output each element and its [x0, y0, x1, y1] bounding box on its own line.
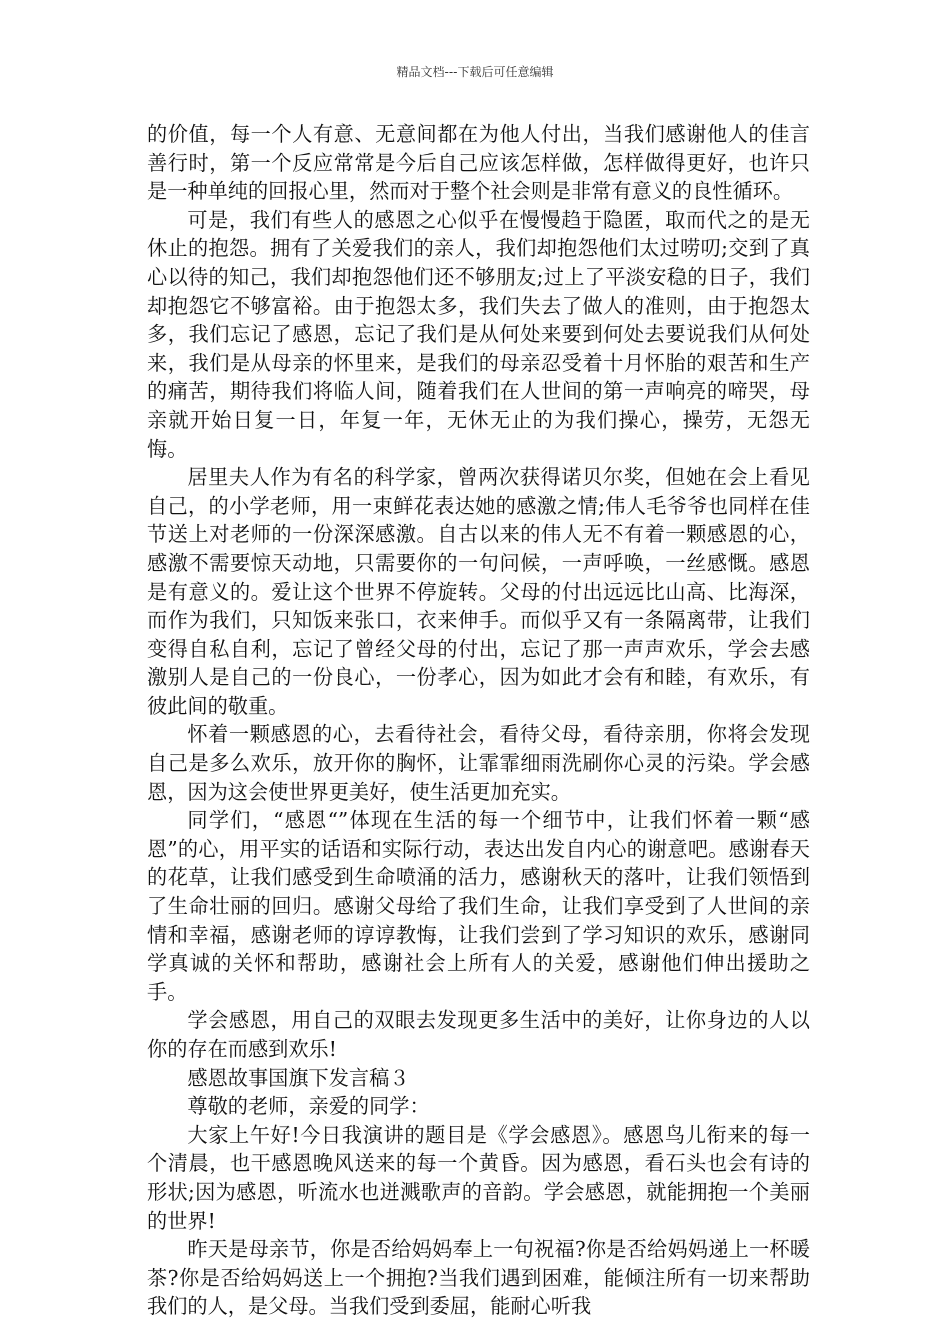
page-header: 精品文档---下载后可任意编辑	[396, 65, 554, 79]
section-title: 感恩故事国旗下发言稿３	[187, 1065, 410, 1090]
salutation: 尊敬的老师，亲爱的同学：	[187, 1094, 430, 1119]
paragraph-1: 的价值，每一个人有意、无意间都在为他人付出，当我们感谢他人的佳言善行时，第一个反应常常是今后自己应该怎样做，怎样做得更好，也许只是一种单纯的回报心里，然而对于整个社会则是非常有意义的良性循环。	[147, 122, 810, 204]
paragraph-3: 居里夫人作为有名的科学家，曾两次获得诺贝尔奖，但她在会上看见自己，的小学老师，用一束鲜花表达她的感激之情;伟人毛爷爷也同样在佳节送上对老师的一份深深感激。自古以来的伟人无不有着一颗感恩的心，感激不需要惊天动地，只需要你的一句问候，一声呼唤，一丝感慨。感恩是有意义的。爱让这个世界不停旋转。父母的付出远远比山高、比海深，而作为我们，只知饭来张口，衣来伸手。而似乎又有一条隔离带，让我们变得自私自利，忘记了曾经父母的付出，忘记了那一声声欢乐，学会去感激别人是自己的一份良心，一份孝心，因为如此才会有和睦，有欢乐，有彼此间的敬重。	[147, 465, 810, 718]
paragraph-6: 学会感恩，用自己的双眼去发现更多生活中的美好，让你身边的人以你的存在而感到欢乐!	[147, 1008, 810, 1061]
paragraph-7: 大家上午好!今日我演讲的题目是《学会感恩》。感恩鸟儿衔来的每一个清晨，也干感恩晚风送来的每一个黄昏。因为感恩，看石头也会有诗的形状;因为感恩，听流水也迸溅歌声的音韵。学会感恩，就能拥抱一个美丽的世界!	[147, 1122, 810, 1233]
paragraph-4: 怀着一颗感恩的心，去看待社会，看待父母，看待亲朋，你将会发现自己是多么欢乐，放开你的胸怀，让霏霏细雨洗刷你心灵的污染。学会感恩，因为这会使世界更美好，使生活更加充实。	[147, 722, 810, 804]
paragraph-8: 昨天是母亲节，你是否给妈妈奉上一句祝福?你是否给妈妈递上一杯暖茶?你是否给妈妈送上一个拥抱?当我们遇到困难，能倾注所有一切来帮助我们的人，是父母。当我们受到委屈，能耐心听我	[147, 1237, 810, 1319]
paragraph-5: 同学们，“感恩“”体现在生活的每一个细节中，让我们怀着一颗“感恩”的心，用平实的话语和实际行动，表达出发自内心的谢意吧。感谢春天的花草，让我们感受到生命喷涌的活力，感谢秋天的落叶，让我们领悟到了生命壮丽的回归。感谢父母给了我们生命，让我们享受到了人世间的亲情和幸福，感谢老师的谆谆教悔，让我们尝到了学习知识的欢乐，感谢同学真诚的关怀和帮助，感谢社会上所有人的关爱，感谢他们伸出援助之手。	[147, 808, 810, 1004]
document-body	[147, 120, 810, 1321]
paragraph-2: 可是，我们有些人的感恩之心似乎在慢慢趋于隐匿，取而代之的是无休止的抱怨。拥有了关爱我们的亲人，我们却抱怨他们太过唠叨;交到了真心以待的知己，我们却抱怨他们还不够朋友;过上了平淡安稳的日子，我们却抱怨它不够富裕。由于抱怨太多，我们失去了做人的准则，由于抱怨太多，我们忘记了感恩，忘记了我们是从何处来要到何处去要说我们从何处来，我们是从母亲的怀里来，是我们的母亲忍受着十月怀胎的艰苦和生产的痛苦，期待我们将临人间，随着我们在人世间的第一声响亮的啼哭，母亲就开始日复一日，年复一年，无休无止的为我们操心，操劳，无怨无悔。	[147, 207, 810, 461]
